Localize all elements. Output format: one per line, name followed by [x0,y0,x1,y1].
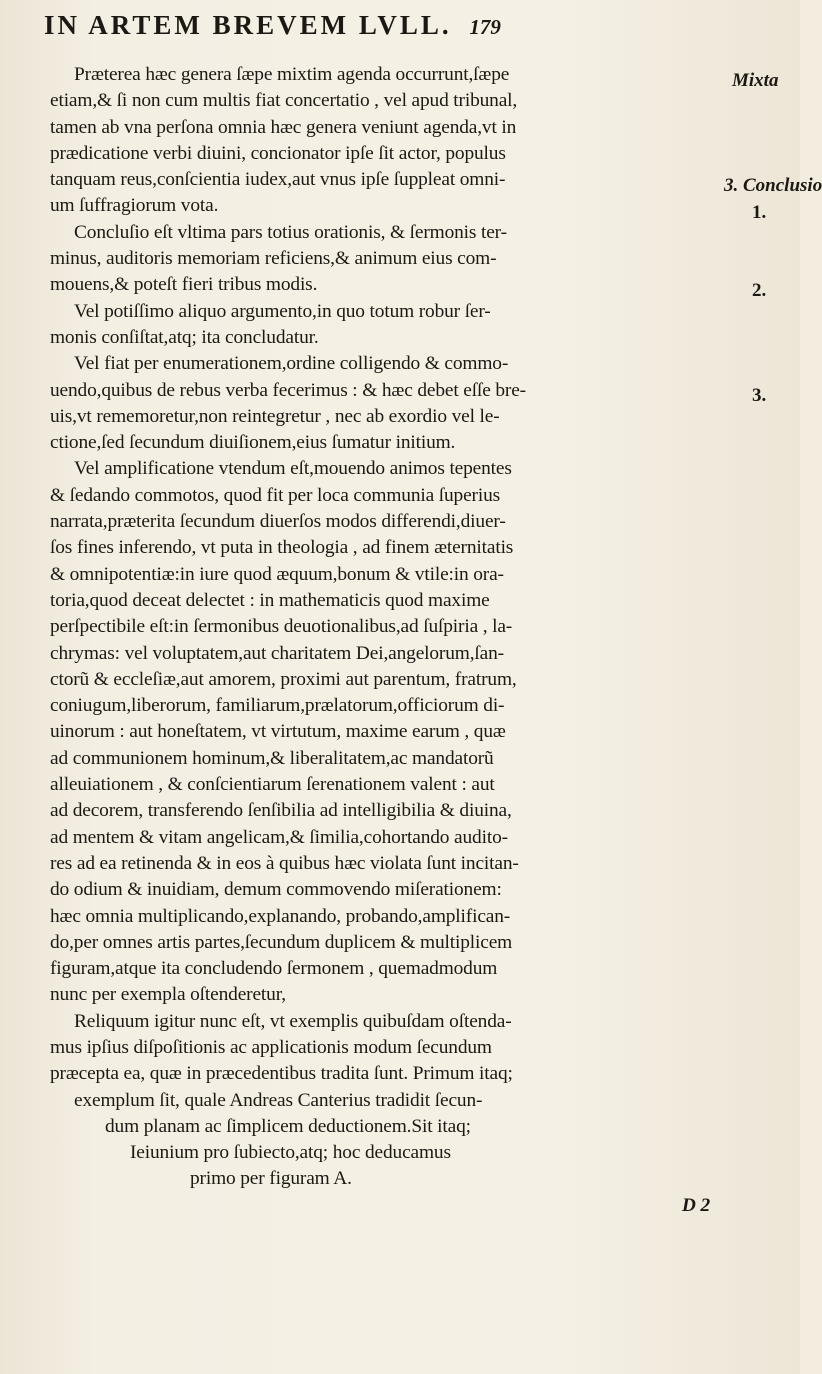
text-line: primo per figuram A. [190,1168,352,1190]
text-line: Concluſio eſt vltima pars totius orationis, & ſermonis ter- [74,221,507,243]
text-line: perſpectibile eſt:in ſermonibus deuotionalibus,ad ſuſpiria , la- [50,616,513,638]
text-line: Vel potiſſimo aliquo argumento,in quo totum robur ſer- [74,300,491,322]
margin-note-mixta: Mixta [732,70,779,91]
text-line: Vel amplificatione vtendum eſt,mouendo animos tepentes [74,458,512,480]
text-line: mouens,& poteſt fieri tribus modis. [50,274,318,296]
text-line: res ad ea retinenda & in eos à quibus hæc violata ſunt incitan- [50,852,519,874]
text-line: toria,quod deceat delectet : in mathematicis quod maxime [50,589,490,611]
text-line: uendo,quibus de rebus verba fecerimus : & hæc debet eſſe bre- [50,379,526,401]
text-line: ctione,ſed ſecundum diuiſionem,eius ſumatur initium. [50,432,456,454]
text-line: Præterea hæc genera ſæpe mixtim agenda occurrunt,ſæpe [74,64,510,85]
text-line: coniugum,liberorum, familiarum,prælatorum,officiorum di- [50,695,505,717]
text-line: ſos fines inferendo, vt puta in theologia , ad finem æternitatis [50,537,514,559]
text-line: & omnipotentiæ:in iure quod æquum,bonum & vtile:in ora- [50,563,504,585]
running-head [44,10,704,41]
text-line: chrymas: vel voluptatem,aut charitatem Dei,angelorum,ſan- [50,642,504,664]
text-line: uis,vt rememoretur,non reintegretur , nec ab exordio vel le- [50,405,500,427]
text-line: tamen ab vna perſona omnia hæc genera veniunt agenda,vt in [50,116,517,138]
page-number: 179 [469,15,501,39]
text-line: Ieiunium pro ſubiecto,atq; hoc deducamus [130,1142,451,1164]
text-line: do,per omnes artis partes,ſecundum duplicem & multiplicem [50,931,513,953]
text-line: alleuiationem , & conſcientiarum ſerenationem valent : aut [50,774,495,796]
catchword: D 2 [681,1194,710,1216]
text-line: Vel fiat per enumerationem,ordine colligendo & commo- [74,353,509,375]
margin-note-2: 2. [752,280,767,301]
text-line: nunc per exempla oſtenderetur, [50,984,286,1006]
text-line: tanquam reus,conſcientia iudex,aut vnus ipſe ſuppleat omni- [50,169,506,191]
margin-note-conclusio: 3. Conclusio [724,175,822,196]
text-line: minus, auditoris memoriam reficiens,& animum eius com- [50,248,497,270]
text-line: do odium & inuidiam, demum commovendo miſerationem: [50,879,502,901]
body-text [50,62,714,1219]
text-line: mus ipſius diſpoſitionis ac applicationis modum ſecundum [50,1036,492,1058]
text-line: narrata,præterita ſecundum diuerſos modos differendi,diuer- [50,511,506,533]
text-line: monis conſiſtat,atq; ita concludatur. [50,326,319,348]
text-line: hæc omnia multiplicando,explanando, probando,amplifican- [50,905,511,927]
margin-note-3: 3. [752,385,767,406]
text-line: etiam,& ſi non cum multis fiat concertatio , vel apud tribunal, [50,90,518,112]
text-line: & ſedando commotos, quod fit per loca communia ſuperius [50,484,501,506]
text-line: dum planam ac ſimplicem deductionem.Sit itaq; [105,1115,471,1137]
text-line: prædicatione verbi diuini, concionator ipſe ſit actor, populus [50,142,506,164]
text-line: figuram,atque ita concludendo ſermonem , quemadmodum [50,958,498,980]
text-line: ad decorem, transferendo ſenſibilia ad intelligibilia & diuina, [50,800,512,822]
text-line: Reliquum igitur nunc eſt, vt exemplis quibuſdam oſtenda- [74,1010,512,1032]
text-line: um ſuffragiorum vota. [50,195,219,217]
running-title: IN ARTEM BREVEM LVLL. [44,10,452,40]
text-line: ad mentem & vitam angelicam,& ſimilia,cohortando audito- [50,826,508,848]
text-line: uinorum : aut honeſtatem, vt virtutum, maxime earum , quæ [50,721,506,743]
margin-note-1: 1. [752,202,767,223]
text-line: ad communionem hominum,& liberalitatem,ac mandatorũ [50,747,494,769]
text-line: præcepta ea, quæ in præcedentibus tradita ſunt. Primum itaq; [50,1063,513,1085]
text-line: ctorũ & eccleſiæ,aut amorem, proximi aut parentum, fratrum, [50,668,517,690]
text-line: exemplum ſit, quale Andreas Canterius tradidit ſecun- [74,1089,483,1111]
